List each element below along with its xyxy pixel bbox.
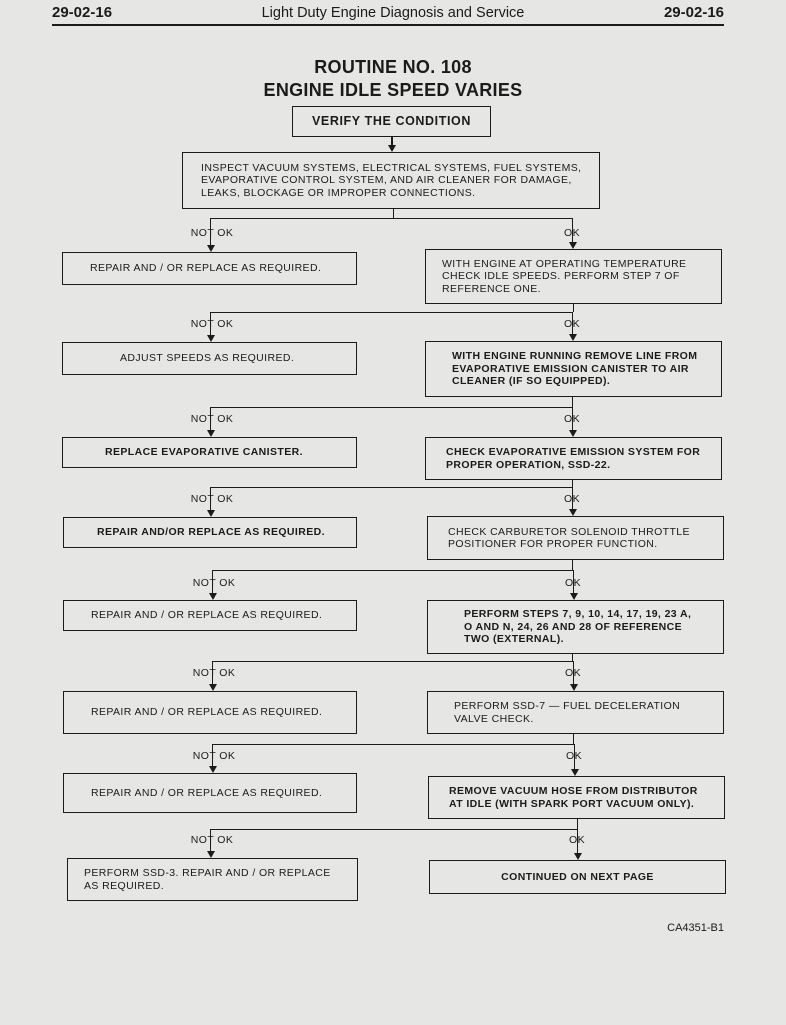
ok-action-box	[428, 776, 725, 819]
action-text-line: REPAIR AND / OR REPLACE AS REQUIRED.	[91, 609, 323, 622]
action-text-line: REPAIR AND / OR REPLACE AS REQUIRED.	[91, 786, 323, 799]
branch-line	[212, 661, 574, 662]
arrow-down-icon	[209, 684, 217, 691]
running-header-title: Light Duty Engine Diagnosis and Service	[261, 5, 525, 21]
action-text-line: CHECK EVAPORATIVE EMISSION SYSTEM FOR	[446, 446, 701, 458]
action-text-line: PERFORM SSD-3. REPAIR AND / OR REPLACE	[84, 867, 331, 879]
not-ok-action-box	[62, 437, 357, 468]
inspect-line: LEAKS, BLOCKAGE OR IMPROPER CONNECTIONS.	[201, 186, 476, 199]
not-ok-label: NOT OK	[190, 834, 234, 846]
action-text-line: PERFORM STEPS 7, 9, 10, 14, 17, 19, 23 A,	[464, 608, 692, 621]
ok-label: OK	[565, 577, 581, 589]
action-text-line: POSITIONER FOR PROPER FUNCTION.	[448, 538, 658, 550]
action-text-line: REPAIR AND / OR REPLACE AS REQUIRED.	[90, 262, 322, 275]
not-ok-action-box	[63, 600, 357, 631]
branch-line	[212, 570, 574, 571]
page-number-right: 29-02-16	[663, 4, 724, 21]
arrow-down-icon	[569, 242, 577, 249]
action-text-line: PROPER OPERATION, SSD-22.	[446, 458, 611, 471]
not-ok-label: NOT OK	[192, 750, 236, 762]
flow-connector	[572, 560, 573, 570]
action-text-line: PERFORM SSD-7 — FUEL DECELERATION	[454, 700, 681, 712]
branch-line	[210, 407, 573, 408]
verify-condition-box	[292, 106, 491, 137]
arrow-down-icon	[209, 766, 217, 773]
header-rule	[52, 24, 724, 26]
not-ok-action-box	[62, 252, 357, 285]
action-text-line: REPAIR AND / OR REPLACE AS REQUIRED.	[91, 706, 323, 719]
ok-action-box	[425, 437, 722, 480]
flow-connector	[572, 397, 573, 407]
action-text-line: WITH ENGINE RUNNING REMOVE LINE FROM	[452, 350, 698, 363]
inspect-line: INSPECT VACUUM SYSTEMS, ELECTRICAL SYSTEMS, FUEL SYSTEMS,	[201, 161, 582, 174]
routine-number: ROUTINE NO. 108	[314, 57, 472, 77]
not-ok-label: NOT OK	[190, 493, 234, 505]
inspect-line: EVAPORATIVE CONTROL SYSTEM, AND AIR CLEANER FOR DAMAGE,	[201, 174, 572, 187]
branch-line	[210, 487, 573, 488]
flow-connector	[577, 819, 578, 829]
action-text-line: VALVE CHECK.	[454, 712, 534, 725]
flow-connector	[573, 304, 574, 312]
verify-condition-text: VERIFY THE CONDITION	[311, 114, 471, 129]
routine-title: ENGINE IDLE SPEED VARIES	[263, 80, 523, 100]
ok-action-box	[427, 691, 724, 734]
action-text-line: AS REQUIRED.	[84, 879, 165, 892]
arrow-down-icon	[569, 334, 577, 341]
action-text-line: EVAPORATIVE EMISSION CANISTER TO AIR	[452, 362, 689, 375]
ok-label: OK	[564, 493, 580, 505]
arrow-down-icon	[569, 430, 577, 437]
branch-line	[210, 218, 573, 219]
action-text-line: CONTINUED ON NEXT PAGE	[501, 870, 654, 883]
action-text-line: CHECK CARBURETOR SOLENOID THROTTLE	[448, 525, 690, 538]
ok-label: OK	[564, 413, 580, 425]
flow-connector	[572, 480, 573, 487]
arrow-down-icon	[207, 510, 215, 517]
not-ok-label: NOT OK	[192, 577, 236, 589]
page-number-left: 29-02-16	[52, 4, 113, 21]
ok-label: OK	[566, 750, 582, 762]
not-ok-label: NOT OK	[190, 227, 234, 239]
arrow-down-icon	[571, 769, 579, 776]
arrow-down-icon	[207, 335, 215, 342]
ok-label: OK	[569, 834, 585, 846]
ok-label: OK	[565, 667, 581, 679]
continued-next-page-box	[429, 860, 726, 894]
action-text-line: O AND N, 24, 26 AND 28 OF REFERENCE	[464, 620, 683, 633]
flow-connector	[572, 654, 573, 661]
ok-label: OK	[564, 227, 580, 239]
branch-line	[210, 312, 573, 313]
not-ok-action-box	[63, 773, 357, 813]
action-text-line: AT IDLE (WITH SPARK PORT VACUUM ONLY).	[449, 797, 695, 810]
arrow-down-icon	[388, 145, 396, 152]
arrow-down-icon	[569, 509, 577, 516]
arrow-down-icon	[207, 245, 215, 252]
action-text-line: WITH ENGINE AT OPERATING TEMPERATURE	[442, 257, 687, 270]
action-text-line: REFERENCE ONE.	[442, 282, 541, 295]
action-text-line: ADJUST SPEEDS AS REQUIRED.	[120, 352, 295, 365]
arrow-down-icon	[207, 430, 215, 437]
ok-action-box	[425, 249, 722, 304]
not-ok-label: NOT OK	[192, 667, 236, 679]
action-text-line: CHECK IDLE SPEEDS. PERFORM STEP 7 OF	[442, 270, 680, 283]
not-ok-action-box	[63, 517, 357, 548]
ok-label: OK	[564, 318, 580, 330]
ok-action-box	[427, 600, 724, 654]
not-ok-action-box	[62, 342, 357, 375]
action-text-line: REPLACE EVAPORATIVE CANISTER.	[105, 446, 303, 459]
ok-action-box	[425, 341, 722, 397]
flow-connector	[393, 209, 394, 218]
not-ok-label: NOT OK	[190, 413, 234, 425]
action-text-line: REMOVE VACUUM HOSE FROM DISTRIBUTOR	[449, 785, 698, 797]
arrow-down-icon	[209, 593, 217, 600]
not-ok-action-box	[63, 691, 357, 734]
action-text-line: CLEANER (IF SO EQUIPPED).	[452, 375, 611, 388]
inspect-box	[182, 152, 600, 209]
branch-line	[212, 744, 575, 745]
figure-reference: CA4351-B1	[667, 922, 724, 934]
ok-action-box	[427, 516, 724, 560]
not-ok-label: NOT OK	[190, 318, 234, 330]
flow-connector	[573, 734, 574, 744]
arrow-down-icon	[574, 853, 582, 860]
arrow-down-icon	[570, 684, 578, 691]
arrow-down-icon	[570, 593, 578, 600]
action-text-line: TWO (EXTERNAL).	[464, 633, 564, 646]
not-ok-action-box	[67, 858, 358, 901]
branch-line	[210, 829, 578, 830]
arrow-down-icon	[207, 851, 215, 858]
action-text-line: REPAIR AND/OR REPLACE AS REQUIRED.	[97, 526, 325, 539]
